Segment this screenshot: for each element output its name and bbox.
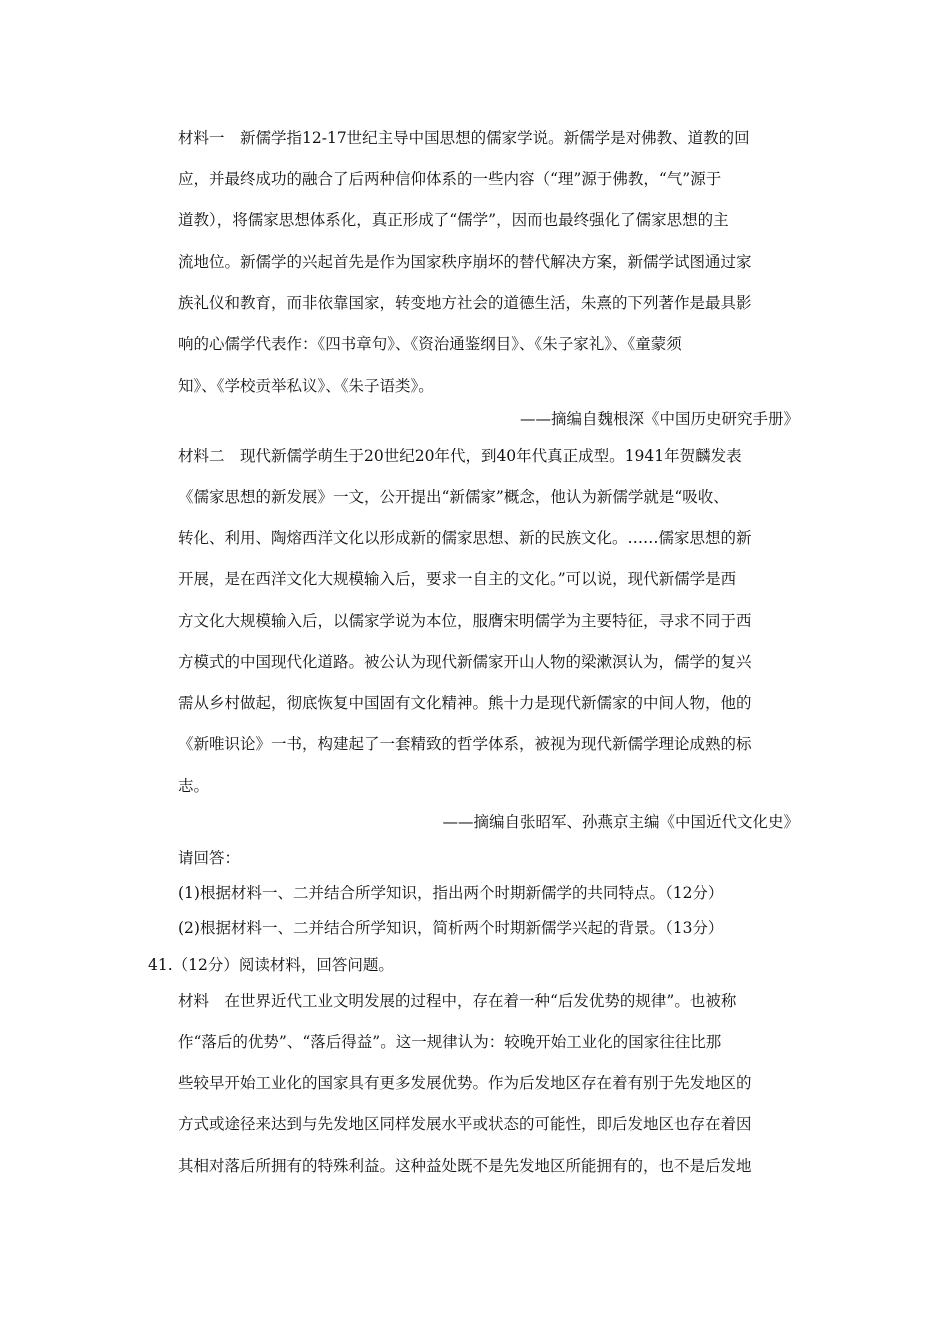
material2-line-4: 开展，是在西洋文化大规模输入后，要求一自主的文化。”可以说，现代新儒学是西 [178, 570, 737, 588]
material2-line-8: 《新唯识论》一书，构建起了一套精致的哲学体系，被视为现代新儒学理论成熟的标 [178, 735, 752, 753]
q41-line-4: 方式或途径来达到与先发地区同样发展水平或状态的可能性，即后发地区也存在着因 [178, 1115, 752, 1133]
material1-line-1: 材料一 新儒学指12-17世纪主导中国思想的儒家学说。新儒学是对佛教、道教的回 [178, 129, 750, 147]
material2-line-2: 《儒家思想的新发展》一文，公开提出“新儒家”概念，他认为新儒学就是“吸收、 [178, 488, 729, 506]
material2-line-6: 方模式的中国现代化道路。被公认为现代新儒家开山人物的梁漱溟认为，儒学的复兴 [178, 653, 752, 671]
material1-line-6: 响的心儒学代表作：《四书章句》、《资治通鉴纲目》、《朱子家礼》、《童蒙须 [178, 335, 682, 353]
material1-line-4: 流地位。新儒学的兴起首先是作为国家秩序崩坏的替代解决方案，新儒学试图通过家 [178, 253, 752, 271]
material1-source: ——摘编自魏根深《中国历史研究手册》 [519, 410, 799, 428]
q41-line-1: 材料 在世界近代工业文明发展的过程中，存在着一种“后发优势的规律”。也被称 [178, 992, 737, 1010]
material2-source: ——摘编自张昭军、孙燕京主编《中国近代文化史》 [442, 813, 799, 831]
questions-prompt: 请回答： [178, 849, 241, 867]
material2-line-3: 转化、利用、陶熔西洋文化以形成新的儒家思想、新的民族文化。……儒家思想的新 [178, 529, 752, 547]
question-2: (2)根据材料一、二并结合所学知识，简析两个时期新儒学兴起的背景。（13分） [178, 919, 724, 937]
question-1: (1)根据材料一、二并结合所学知识，指出两个时期新儒学的共同特点。（12分） [178, 884, 724, 902]
material2-line-9: 志。 [178, 777, 210, 795]
material1-line-5: 族礼仪和教育，而非依靠国家，转变地方社会的道德生活，朱熹的下列著作是最具影 [178, 294, 752, 312]
material1-line-7: 知》、《学校贡举私议》、《朱子语类》。 [178, 377, 434, 395]
material2-line-7: 需从乡村做起，彻底恢复中国固有文化精神。熊十力是现代新儒家的中间人物，他的 [178, 694, 752, 712]
q41-header: 41.（12分）阅读材料，回答问题。 [148, 956, 394, 974]
material2-line-1: 材料二 现代新儒学萌生于20世纪20年代，到40年代真正成型。1941年贺麟发表 [178, 447, 742, 465]
q41-line-3: 些较早开始工业化的国家具有更多发展优势。作为后发地区存在着有别于先发地区的 [178, 1074, 752, 1092]
material1-line-3: 道教），将儒家思想体系化，真正形成了“儒学”，因而也最终强化了儒家思想的主 [178, 211, 729, 229]
q41-line-5: 其相对落后所拥有的特殊利益。这种益处既不是先发地区所能拥有的，也不是后发地 [178, 1157, 752, 1175]
material1-line-2: 应，并最终成功的融合了后两种信仰体系的一些内容（“理”源于佛教，“气”源于 [178, 170, 722, 188]
q41-line-2: 作“落后的优势”、“落后得益”。这一规律认为：较晚开始工业化的国家往往比那 [178, 1033, 722, 1051]
material2-line-5: 方文化大规模输入后，以儒家学说为本位，服膺宋明儒学为主要特征，寻求不同于西 [178, 612, 752, 630]
